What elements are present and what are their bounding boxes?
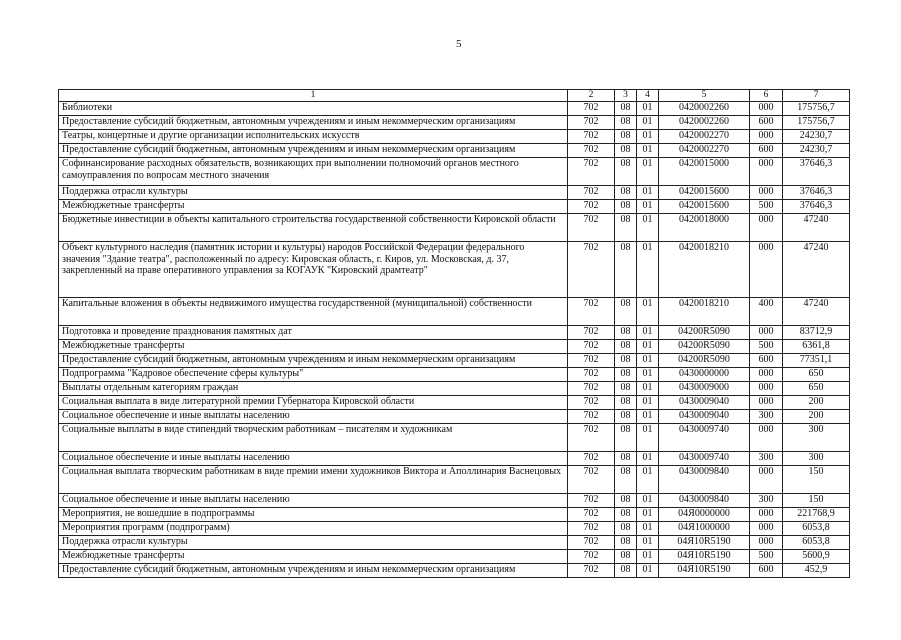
row-name: Социальная выплата творческим работникам в виде премии имени художников Виктора и Аполлинария Васнецовых xyxy=(59,466,568,494)
row-amount: 37646,3 xyxy=(783,186,850,200)
header-row xyxy=(59,90,850,102)
row-amount: 24230,7 xyxy=(783,144,850,158)
row-amount: 6053,8 xyxy=(783,536,850,550)
row-name: Социальное обеспечение и иные выплаты населению xyxy=(59,494,568,508)
row-amount: 650 xyxy=(783,382,850,396)
row-section: 08 xyxy=(615,326,637,340)
table-row xyxy=(59,382,850,396)
row-expense-type: 000 xyxy=(750,522,783,536)
row-amount: 452,9 xyxy=(783,564,850,578)
row-section: 08 xyxy=(615,340,637,354)
row-admin-code: 702 xyxy=(568,242,615,298)
row-name: Межбюджетные трансферты xyxy=(59,340,568,354)
row-subsection: 01 xyxy=(637,200,659,214)
row-amount: 47240 xyxy=(783,214,850,242)
row-amount: 175756,7 xyxy=(783,102,850,116)
row-expense-type: 500 xyxy=(750,550,783,564)
row-admin-code: 702 xyxy=(568,298,615,326)
row-target-code: 0420015600 xyxy=(659,200,750,214)
row-subsection: 01 xyxy=(637,522,659,536)
row-subsection: 01 xyxy=(637,102,659,116)
row-target-code: 0430009040 xyxy=(659,410,750,424)
table-row xyxy=(59,452,850,466)
row-expense-type: 500 xyxy=(750,200,783,214)
table-row xyxy=(59,564,850,578)
row-subsection: 01 xyxy=(637,242,659,298)
row-admin-code: 702 xyxy=(568,564,615,578)
row-name: Социальная выплата в виде литературной премии Губернатора Кировской области xyxy=(59,396,568,410)
header-col-5: 5 xyxy=(659,90,750,102)
row-subsection: 01 xyxy=(637,536,659,550)
table-row xyxy=(59,424,850,452)
row-target-code: 04Я10R5190 xyxy=(659,564,750,578)
row-expense-type: 000 xyxy=(750,396,783,410)
table-row xyxy=(59,214,850,242)
row-admin-code: 702 xyxy=(568,396,615,410)
table-row xyxy=(59,494,850,508)
row-name: Межбюджетные трансферты xyxy=(59,550,568,564)
row-section: 08 xyxy=(615,466,637,494)
row-target-code: 0420015000 xyxy=(659,158,750,186)
row-target-code: 04200R5090 xyxy=(659,354,750,368)
row-name: Подпрограмма "Кадровое обеспечение сферы культуры" xyxy=(59,368,568,382)
row-amount: 77351,1 xyxy=(783,354,850,368)
table-row xyxy=(59,158,850,186)
row-expense-type: 000 xyxy=(750,508,783,522)
row-expense-type: 000 xyxy=(750,382,783,396)
row-admin-code: 702 xyxy=(568,466,615,494)
row-section: 08 xyxy=(615,508,637,522)
row-subsection: 01 xyxy=(637,396,659,410)
row-amount: 24230,7 xyxy=(783,130,850,144)
table-row xyxy=(59,186,850,200)
row-admin-code: 702 xyxy=(568,200,615,214)
row-expense-type: 600 xyxy=(750,144,783,158)
row-target-code: 04Я10R5190 xyxy=(659,550,750,564)
row-amount: 83712,9 xyxy=(783,326,850,340)
row-expense-type: 000 xyxy=(750,326,783,340)
row-amount: 175756,7 xyxy=(783,116,850,130)
row-expense-type: 000 xyxy=(750,242,783,298)
row-subsection: 01 xyxy=(637,424,659,452)
table-row xyxy=(59,144,850,158)
row-name: Театры, концертные и другие организации исполнительских искусств xyxy=(59,130,568,144)
row-section: 08 xyxy=(615,494,637,508)
row-subsection: 01 xyxy=(637,116,659,130)
row-expense-type: 400 xyxy=(750,298,783,326)
row-subsection: 01 xyxy=(637,466,659,494)
row-name: Бюджетные инвестиции в объекты капитального строительства государственной собственности Кировской области xyxy=(59,214,568,242)
table-row xyxy=(59,102,850,116)
row-target-code: 0420018000 xyxy=(659,214,750,242)
row-section: 08 xyxy=(615,298,637,326)
row-target-code: 0430009740 xyxy=(659,424,750,452)
row-section: 08 xyxy=(615,200,637,214)
row-target-code: 04Я1000000 xyxy=(659,522,750,536)
row-name: Мероприятия программ (подпрограмм) xyxy=(59,522,568,536)
row-amount: 300 xyxy=(783,424,850,452)
row-section: 08 xyxy=(615,116,637,130)
row-target-code: 0420002270 xyxy=(659,130,750,144)
table-row xyxy=(59,242,850,298)
row-target-code: 0420002270 xyxy=(659,144,750,158)
header-col-3: 3 xyxy=(615,90,637,102)
row-section: 08 xyxy=(615,536,637,550)
table-row xyxy=(59,396,850,410)
row-name: Софинансирование расходных обязательств, возникающих при выполнении полномочий органов местного самоуправления по вопросам местного значения xyxy=(59,158,568,186)
row-expense-type: 300 xyxy=(750,410,783,424)
row-name: Подготовка и проведение празднования памятных дат xyxy=(59,326,568,340)
row-amount: 6361,8 xyxy=(783,340,850,354)
row-admin-code: 702 xyxy=(568,186,615,200)
row-admin-code: 702 xyxy=(568,410,615,424)
row-name: Поддержка отрасли культуры xyxy=(59,186,568,200)
header-col-6: 6 xyxy=(750,90,783,102)
row-expense-type: 000 xyxy=(750,368,783,382)
row-subsection: 01 xyxy=(637,326,659,340)
row-admin-code: 702 xyxy=(568,130,615,144)
row-section: 08 xyxy=(615,214,637,242)
row-target-code: 0430009740 xyxy=(659,452,750,466)
row-target-code: 0420015600 xyxy=(659,186,750,200)
row-section: 08 xyxy=(615,410,637,424)
row-admin-code: 702 xyxy=(568,214,615,242)
row-amount: 200 xyxy=(783,396,850,410)
row-admin-code: 702 xyxy=(568,102,615,116)
row-section: 08 xyxy=(615,158,637,186)
row-amount: 221768,9 xyxy=(783,508,850,522)
row-admin-code: 702 xyxy=(568,424,615,452)
row-target-code: 0430000000 xyxy=(659,368,750,382)
row-expense-type: 000 xyxy=(750,536,783,550)
row-amount: 37646,3 xyxy=(783,158,850,186)
row-subsection: 01 xyxy=(637,354,659,368)
row-name: Предоставление субсидий бюджетным, автономным учреждениям и иным некоммерческим организациям xyxy=(59,354,568,368)
row-name: Объект культурного наследия (памятник истории и культуры) народов Российской Федерации федерального значения "Здание театра", расположенный по адресу: Кировская область, г. Киров, ул. Московская, д. 37, закрепленный на праве оперативного управления за КОГАУК "Кировский драмтеатр" xyxy=(59,242,568,298)
row-section: 08 xyxy=(615,522,637,536)
header-col-7: 7 xyxy=(783,90,850,102)
row-section: 08 xyxy=(615,144,637,158)
row-section: 08 xyxy=(615,102,637,116)
row-expense-type: 500 xyxy=(750,340,783,354)
row-subsection: 01 xyxy=(637,494,659,508)
table-row xyxy=(59,410,850,424)
row-admin-code: 702 xyxy=(568,536,615,550)
row-name: Капитальные вложения в объекты недвижимого имущества государственной (муниципальной) собственности xyxy=(59,298,568,326)
row-name: Социальные выплаты в виде стипендий творческим работникам – писателям и художникам xyxy=(59,424,568,452)
row-subsection: 01 xyxy=(637,144,659,158)
row-target-code: 0430009840 xyxy=(659,466,750,494)
row-amount: 150 xyxy=(783,494,850,508)
row-admin-code: 702 xyxy=(568,522,615,536)
row-admin-code: 702 xyxy=(568,452,615,466)
row-name: Межбюджетные трансферты xyxy=(59,200,568,214)
row-admin-code: 702 xyxy=(568,550,615,564)
row-section: 08 xyxy=(615,130,637,144)
table-row xyxy=(59,550,850,564)
row-subsection: 01 xyxy=(637,382,659,396)
row-section: 08 xyxy=(615,382,637,396)
row-expense-type: 000 xyxy=(750,130,783,144)
row-expense-type: 300 xyxy=(750,452,783,466)
row-amount: 37646,3 xyxy=(783,200,850,214)
budget-table xyxy=(58,89,850,578)
row-admin-code: 702 xyxy=(568,382,615,396)
row-target-code: 04200R5090 xyxy=(659,340,750,354)
row-subsection: 01 xyxy=(637,340,659,354)
row-target-code: 0420002260 xyxy=(659,116,750,130)
row-subsection: 01 xyxy=(637,214,659,242)
table-row xyxy=(59,340,850,354)
row-name: Выплаты отдельным категориям граждан xyxy=(59,382,568,396)
row-name: Предоставление субсидий бюджетным, автономным учреждениям и иным некоммерческим организациям xyxy=(59,116,568,130)
row-expense-type: 600 xyxy=(750,116,783,130)
row-subsection: 01 xyxy=(637,410,659,424)
table-row xyxy=(59,326,850,340)
row-expense-type: 600 xyxy=(750,564,783,578)
table-row xyxy=(59,200,850,214)
row-target-code: 0420002260 xyxy=(659,102,750,116)
row-expense-type: 000 xyxy=(750,158,783,186)
page-number: 5 xyxy=(456,38,462,50)
table-row xyxy=(59,536,850,550)
row-section: 08 xyxy=(615,368,637,382)
row-subsection: 01 xyxy=(637,298,659,326)
row-admin-code: 702 xyxy=(568,116,615,130)
row-admin-code: 702 xyxy=(568,340,615,354)
row-subsection: 01 xyxy=(637,564,659,578)
row-target-code: 04200R5090 xyxy=(659,326,750,340)
row-admin-code: 702 xyxy=(568,368,615,382)
row-name: Социальное обеспечение и иные выплаты населению xyxy=(59,452,568,466)
row-section: 08 xyxy=(615,452,637,466)
table-row xyxy=(59,354,850,368)
table-row xyxy=(59,522,850,536)
row-name: Предоставление субсидий бюджетным, автономным учреждениям и иным некоммерческим организациям xyxy=(59,144,568,158)
row-section: 08 xyxy=(615,396,637,410)
row-subsection: 01 xyxy=(637,508,659,522)
row-target-code: 0430009840 xyxy=(659,494,750,508)
row-expense-type: 000 xyxy=(750,186,783,200)
row-admin-code: 702 xyxy=(568,158,615,186)
row-expense-type: 000 xyxy=(750,102,783,116)
row-amount: 150 xyxy=(783,466,850,494)
row-section: 08 xyxy=(615,564,637,578)
header-col-1: 1 xyxy=(59,90,568,102)
row-section: 08 xyxy=(615,354,637,368)
row-section: 08 xyxy=(615,186,637,200)
row-expense-type: 000 xyxy=(750,214,783,242)
row-section: 08 xyxy=(615,424,637,452)
row-expense-type: 000 xyxy=(750,466,783,494)
row-expense-type: 300 xyxy=(750,494,783,508)
row-amount: 200 xyxy=(783,410,850,424)
header-col-4: 4 xyxy=(637,90,659,102)
row-target-code: 0430009000 xyxy=(659,382,750,396)
row-subsection: 01 xyxy=(637,452,659,466)
table-row xyxy=(59,368,850,382)
row-admin-code: 702 xyxy=(568,144,615,158)
row-target-code: 0420018210 xyxy=(659,242,750,298)
table-row xyxy=(59,130,850,144)
row-name: Предоставление субсидий бюджетным, автономным учреждениям и иным некоммерческим организациям xyxy=(59,564,568,578)
row-name: Мероприятия, не вошедшие в подпрограммы xyxy=(59,508,568,522)
header-col-2: 2 xyxy=(568,90,615,102)
row-target-code: 0420018210 xyxy=(659,298,750,326)
table-row xyxy=(59,466,850,494)
row-expense-type: 000 xyxy=(750,424,783,452)
row-subsection: 01 xyxy=(637,550,659,564)
table-row xyxy=(59,508,850,522)
row-target-code: 04Я0000000 xyxy=(659,508,750,522)
row-admin-code: 702 xyxy=(568,508,615,522)
row-name: Поддержка отрасли культуры xyxy=(59,536,568,550)
row-section: 08 xyxy=(615,242,637,298)
table-row xyxy=(59,298,850,326)
row-section: 08 xyxy=(615,550,637,564)
row-subsection: 01 xyxy=(637,130,659,144)
row-target-code: 04Я10R5190 xyxy=(659,536,750,550)
row-name: Библиотеки xyxy=(59,102,568,116)
table-row xyxy=(59,116,850,130)
row-admin-code: 702 xyxy=(568,494,615,508)
row-target-code: 0430009040 xyxy=(659,396,750,410)
row-admin-code: 702 xyxy=(568,354,615,368)
row-admin-code: 702 xyxy=(568,326,615,340)
row-amount: 47240 xyxy=(783,242,850,298)
row-amount: 650 xyxy=(783,368,850,382)
row-amount: 6053,8 xyxy=(783,522,850,536)
row-subsection: 01 xyxy=(637,368,659,382)
row-amount: 47240 xyxy=(783,298,850,326)
row-subsection: 01 xyxy=(637,186,659,200)
row-amount: 300 xyxy=(783,452,850,466)
row-amount: 5600,9 xyxy=(783,550,850,564)
row-subsection: 01 xyxy=(637,158,659,186)
row-name: Социальное обеспечение и иные выплаты населению xyxy=(59,410,568,424)
row-expense-type: 600 xyxy=(750,354,783,368)
